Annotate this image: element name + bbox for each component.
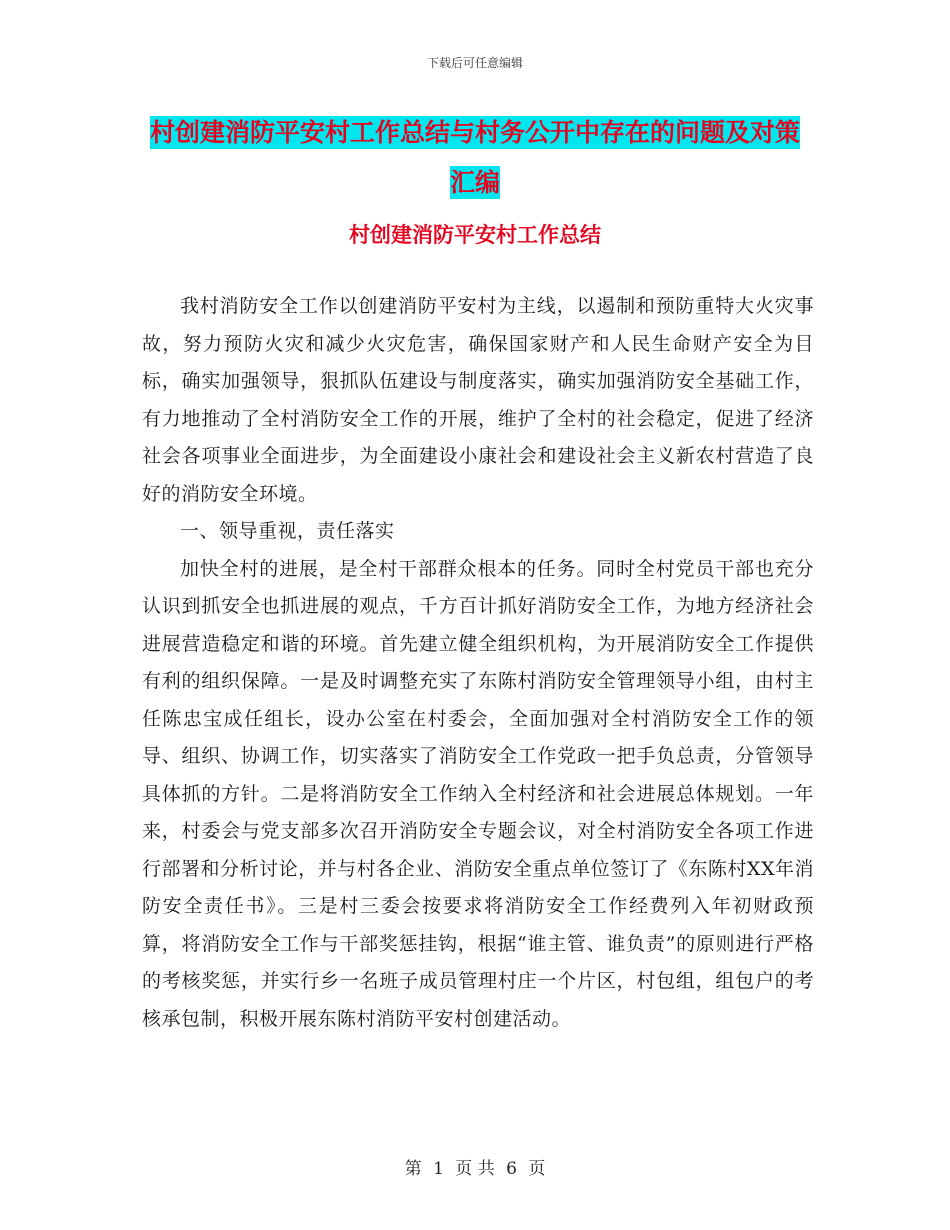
page-header-note: 下载后可任意编辑 [426,56,523,70]
current-page-number: 1 [433,1159,444,1179]
page-footer [0,1154,950,1179]
page-label-mid: 页 共 [455,1159,495,1179]
page-label-suffix: 页 [528,1159,546,1179]
document-title [144,108,806,208]
body-paragraph: 我村消防安全工作以创建消防平安村为主线，以遏制和预防重特大火灾事故，努力预防火灾和减少火灾危害，确保国家财产和人民生命财产安全为目标，确实加强领导，狠抓队伍建设与制度落实，确实加强消防安全基础工作，有力地推动了全村消防安全工作的开展，维护了全村的社会稳定，促进了经济社会各项事业全面进步，为全面建设小康社会和建设社会主义新农村营造了良好的消防安全环境。 [142,295,814,505]
document-title-text: 村创建消防平安村工作总结与村务公开中存在的问题及对策汇编 [149,118,800,197]
page-label-prefix: 第 [404,1159,422,1179]
body-paragraph: 加快全村的进展，是全村干部群众根本的任务。同时全村党员干部也充分认识到抓安全也抓进展的观点，千方百计抓好消防安全工作，为地方经济社会进展营造稳定和谐的环境。首先建立健全组织机构，为开展消防安全工作提供有利的组织保障。一是及时调整充实了东陈村消防安全管理领导小组，由村主任陈忠宝成任组长，设办公室在村委会，全面加强对全村消防安全工作的领导、组织、协调工作，切实落实了消防安全工作党政一把手负总责，分管领导具体抓的方针。二是将消防安全工作纳入全村经济和社会进展总体规划。一年来，村委会与党支部多次召开消防安全专题会议，对全村消防安全各项工作进行部署和分析讨论，并与村各企业、消防安全重点单位签订了《东陈村XX年消防安全责任书》。三是村三委会按要求将消防安全工作经费列入年初财政预算，将消防安全工作与干部奖惩挂钩，根据“谁主管、谁负责”的原则进行严格的考核奖惩，并实行乡一名班子成员管理村庄一个片区，村包组，组包户的考核承包制，积极开展东陈村消防平安村创建活动。 [142,557,814,1030]
total-pages-number: 6 [506,1159,517,1179]
section-title: 村创建消防平安村工作总结 [349,223,601,247]
document-body [142,288,814,1038]
section-heading: 一、领导重视，责任落实 [180,520,395,542]
